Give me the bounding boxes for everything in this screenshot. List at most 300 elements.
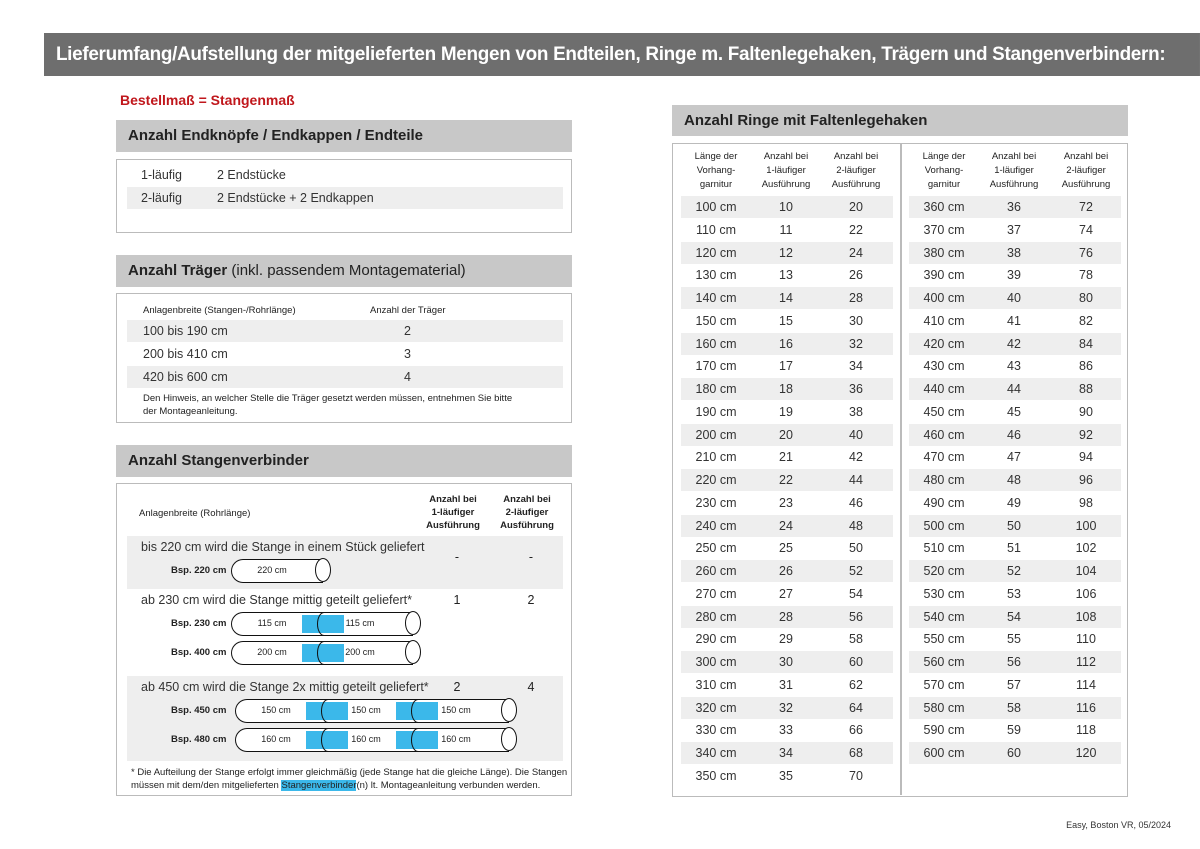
table-row <box>681 674 893 696</box>
count-1: - <box>454 550 460 564</box>
cell: 59 <box>1007 723 1021 738</box>
table-row <box>909 719 1121 741</box>
example-label: Bsp. 480 cm <box>171 734 227 745</box>
segment-length: 115 cm <box>345 618 375 628</box>
cell: 36 <box>1007 200 1021 214</box>
cell: 28 <box>779 609 793 624</box>
pipe-diagram <box>231 641 413 665</box>
cell: 25 <box>779 541 793 556</box>
cell: 52 <box>1007 564 1021 578</box>
endteile-box <box>116 159 572 233</box>
traeger-row <box>127 320 563 342</box>
cell: 33 <box>779 723 793 738</box>
cell: 430 cm <box>923 359 965 374</box>
ringe-heading: Anzahl Ringe mit Faltenlegehaken <box>672 105 1128 136</box>
cell: 30 <box>849 313 863 328</box>
cell: 19 <box>779 404 793 419</box>
pipe-end <box>405 640 421 664</box>
table-row <box>909 264 1121 286</box>
pipe-joint <box>317 612 331 636</box>
header-line: 2-läufiger <box>1066 165 1106 176</box>
col-header: Anzahl der Träger <box>370 305 446 316</box>
table-row <box>909 469 1121 491</box>
cell: 490 cm <box>923 495 965 510</box>
table-row <box>681 719 893 741</box>
cell: 600 cm <box>923 746 965 760</box>
table-row <box>681 333 893 355</box>
group-text: ab 450 cm wird die Stange 2x mittig geteilt geliefert* <box>141 680 429 694</box>
cell: 48 <box>849 518 863 533</box>
table-row <box>681 242 893 264</box>
col-header <box>979 150 1049 192</box>
cell: 39 <box>1007 268 1021 283</box>
segment-length: 115 cm <box>257 618 287 628</box>
verbinder-group <box>127 536 563 589</box>
cell: 480 cm <box>923 473 965 487</box>
cell: 78 <box>1079 268 1093 283</box>
cell: 43 <box>1007 359 1021 374</box>
header-line: 1-läufiger <box>766 165 806 176</box>
segment-length: 150 cm <box>261 705 291 715</box>
table-row <box>909 674 1121 696</box>
cell: 230 cm <box>695 495 737 510</box>
table-row <box>909 355 1121 377</box>
cell: 28 <box>849 291 863 305</box>
cell: 64 <box>849 700 863 715</box>
cell: 510 cm <box>923 541 965 556</box>
header-line: Vorhang- <box>696 165 736 176</box>
cell: 32 <box>779 700 793 715</box>
cell: 84 <box>1079 336 1093 351</box>
table-row <box>909 401 1121 423</box>
cell: 420 cm <box>923 336 965 351</box>
cell: 60 <box>849 655 863 669</box>
header-line: garnitur <box>927 179 961 190</box>
cell: 22 <box>779 473 793 487</box>
cell: 120 <box>1075 746 1097 760</box>
header-line: Ausführung <box>1061 179 1111 190</box>
col-header-2: Anzahl bei 2-läufiger Ausführung <box>500 494 554 531</box>
verbinder-group <box>127 676 563 761</box>
cell: 98 <box>1079 495 1093 510</box>
cell: 300 cm <box>695 655 737 669</box>
pipe-end <box>315 558 331 582</box>
col-header: Anlagenbreite (Stangen-/Rohrlänge) <box>143 305 296 316</box>
cell: 47 <box>1007 450 1021 465</box>
traeger-box <box>116 293 572 423</box>
cell: 30 <box>779 655 793 669</box>
cell: 290 cm <box>695 632 737 647</box>
cell: 106 <box>1075 586 1097 601</box>
cell: 170 cm <box>695 359 737 374</box>
cell: 36 <box>849 382 863 396</box>
pipe-end <box>501 727 517 751</box>
cell: 31 <box>779 677 793 692</box>
cell: 560 cm <box>923 655 965 669</box>
cell: 35 <box>779 768 793 783</box>
cell: 49 <box>1007 495 1021 510</box>
cell: 18 <box>779 382 793 396</box>
cell: 120 cm <box>695 245 737 260</box>
value: 2 Endstücke + 2 Endkappen <box>217 191 374 205</box>
cell: 82 <box>1079 313 1093 328</box>
pipe-diagram <box>231 559 323 583</box>
cell: 450 cm <box>923 404 965 419</box>
table-row <box>909 651 1121 673</box>
cell: 140 cm <box>695 291 737 305</box>
table-row <box>681 515 893 537</box>
cell: 10 <box>779 200 793 214</box>
cell: 590 cm <box>923 723 965 738</box>
table-row <box>909 628 1121 650</box>
table-row <box>909 492 1121 514</box>
cell: 20 <box>849 200 863 214</box>
table-row <box>909 219 1121 241</box>
cell: 112 <box>1076 655 1096 669</box>
count-1: 1 <box>453 593 461 607</box>
segment-length: 200 cm <box>257 647 287 657</box>
pipe-joint <box>411 699 425 723</box>
value: 2 Endstücke <box>217 168 286 182</box>
cell: 540 cm <box>923 609 965 624</box>
cell: 580 cm <box>923 700 965 715</box>
header-line: Ausführung <box>989 179 1039 190</box>
header-line: garnitur <box>699 179 733 190</box>
cell: 118 <box>1076 723 1096 738</box>
cell: 190 cm <box>695 404 737 419</box>
table-row <box>909 196 1121 218</box>
cell: 37 <box>1007 222 1021 237</box>
cell: 26 <box>779 564 793 578</box>
table-row <box>909 242 1121 264</box>
table-row <box>909 537 1121 559</box>
count: 2 <box>404 324 411 338</box>
cell: 40 <box>849 427 863 442</box>
cell: 110 <box>1076 632 1096 647</box>
table-row <box>909 378 1121 400</box>
cell: 250 cm <box>695 541 737 556</box>
cell: 56 <box>1007 655 1021 669</box>
example-label: Bsp. 220 cm <box>171 565 227 576</box>
table-row <box>909 583 1121 605</box>
col-header <box>1051 150 1121 192</box>
table-row <box>681 264 893 286</box>
header-line: Anzahl bei <box>991 151 1037 162</box>
segment-length: 160 cm <box>351 734 381 744</box>
group-text: ab 230 cm wird die Stange mittig geteilt geliefert* <box>141 593 412 607</box>
table-row <box>909 424 1121 446</box>
footnote: * Die Aufteilung der Stange erfolgt immer gleichmäßig (jede Stange hat die gleiche Länge). Die Stangen müssen mit dem/den mitgelieferten Stangenverbinder(n) lt. Montageanleitung verbunden werden. <box>131 767 568 791</box>
cell: 100 cm <box>695 200 737 214</box>
table-row <box>681 628 893 650</box>
cell: 470 cm <box>923 450 965 465</box>
table-row <box>909 310 1121 332</box>
count-2: 4 <box>527 680 535 694</box>
table-row <box>681 560 893 582</box>
col-header: Anlagenbreite (Rohrlänge) <box>139 508 251 519</box>
cell: 530 cm <box>923 586 965 601</box>
table-row <box>681 765 893 787</box>
pipe-joint <box>317 641 331 665</box>
col-header-1: Anzahl bei 1-läufiger Ausführung <box>426 494 480 531</box>
pipe-end <box>501 698 517 722</box>
header-line: Anzahl bei <box>833 151 879 162</box>
cell: 340 cm <box>695 746 737 760</box>
cell: 310 cm <box>695 677 737 692</box>
cell: 200 cm <box>695 427 737 442</box>
cell: 180 cm <box>695 382 737 396</box>
endteile-heading: Anzahl Endknöpfe / Endkappen / Endteile <box>116 120 572 152</box>
table-row <box>909 606 1121 628</box>
table-row <box>681 742 893 764</box>
example-label: Bsp. 400 cm <box>171 647 227 658</box>
cell: 12 <box>779 245 793 260</box>
cell: 50 <box>1007 518 1021 533</box>
pipe-diagram <box>231 612 413 636</box>
cell: 24 <box>849 245 863 260</box>
segment-length: 150 cm <box>441 705 471 715</box>
cell: 48 <box>1007 473 1021 487</box>
table-row <box>909 560 1121 582</box>
cell: 210 cm <box>695 450 737 465</box>
range: 100 bis 190 cm <box>143 324 228 338</box>
cell: 360 cm <box>923 200 965 214</box>
type: 2-läufig <box>141 191 182 205</box>
subtitle: Bestellmaß = Stangenmaß <box>120 92 295 108</box>
table-row <box>909 697 1121 719</box>
pipe-diagram <box>235 728 509 752</box>
cell: 38 <box>1007 245 1021 260</box>
cell: 110 cm <box>695 222 737 237</box>
cell: 88 <box>1079 382 1093 396</box>
cell: 15 <box>779 313 793 328</box>
cell: 260 cm <box>695 564 737 578</box>
col-header <box>681 150 751 192</box>
cell: 320 cm <box>695 700 737 715</box>
table-row <box>909 446 1121 468</box>
cell: 520 cm <box>923 564 965 578</box>
table-row <box>909 287 1121 309</box>
cell: 240 cm <box>695 518 737 533</box>
cell: 50 <box>849 541 863 556</box>
cell: 100 <box>1075 518 1097 533</box>
cell: 58 <box>849 632 863 647</box>
cell: 51 <box>1007 541 1021 556</box>
traeger-row <box>127 366 563 388</box>
cell: 20 <box>779 427 793 442</box>
cell: 60 <box>1007 746 1021 760</box>
cell: 500 cm <box>923 518 965 533</box>
cell: 57 <box>1007 677 1021 692</box>
cell: 102 <box>1075 541 1097 556</box>
table-row <box>681 424 893 446</box>
table-row <box>681 492 893 514</box>
cell: 41 <box>1007 313 1021 328</box>
cell: 11 <box>779 222 793 237</box>
table-row <box>681 469 893 491</box>
cell: 114 <box>1076 677 1096 692</box>
cell: 21 <box>779 450 793 465</box>
cell: 26 <box>849 268 863 283</box>
cell: 17 <box>779 359 793 374</box>
cell: 86 <box>1079 359 1093 374</box>
note: Den Hinweis, an welcher Stelle die Träger gesetzt werden müssen, entnehmen Sie bitte <box>143 393 513 404</box>
cell: 66 <box>849 723 863 738</box>
table-row <box>909 515 1121 537</box>
cell: 550 cm <box>923 632 965 647</box>
range: 420 bis 600 cm <box>143 370 228 384</box>
cell: 53 <box>1007 586 1021 601</box>
footer: Easy, Boston VR, 05/2024 <box>1066 820 1171 830</box>
header-line: Ausführung <box>761 179 811 190</box>
ringe-table <box>672 143 1128 797</box>
cell: 80 <box>1079 291 1093 305</box>
header-line: 2-läufiger <box>836 165 876 176</box>
pipe-joint <box>321 728 335 752</box>
cell: 410 cm <box>923 313 965 328</box>
cell: 52 <box>849 564 863 578</box>
cell: 45 <box>1007 404 1021 419</box>
table-row <box>681 355 893 377</box>
cell: 570 cm <box>923 677 965 692</box>
cell: 390 cm <box>923 268 965 283</box>
cell: 400 cm <box>923 291 965 305</box>
cell: 14 <box>779 291 793 305</box>
cell: 160 cm <box>695 336 737 351</box>
cell: 62 <box>849 677 863 692</box>
cell: 130 cm <box>695 268 737 283</box>
count-1: 2 <box>453 680 461 694</box>
header-line: Anzahl bei <box>763 151 809 162</box>
cell: 42 <box>849 450 863 465</box>
cell: 280 cm <box>695 609 737 624</box>
endteile-row <box>127 187 563 209</box>
pipe-joint <box>411 728 425 752</box>
page-title-bar: Lieferumfang/Aufstellung der mitgelieferten Mengen von Endteilen, Ringe m. Faltenlegehaken, Trägern und Stangenverbindern: <box>44 33 1200 76</box>
cell: 54 <box>849 586 863 601</box>
cell: 330 cm <box>695 723 737 738</box>
cell: 96 <box>1079 473 1093 487</box>
cell: 270 cm <box>695 586 737 601</box>
cell: 58 <box>1007 700 1021 715</box>
cell: 55 <box>1007 632 1021 647</box>
table-row <box>681 583 893 605</box>
cell: 90 <box>1079 404 1093 419</box>
table-row <box>681 310 893 332</box>
heading-note: (inkl. passendem Montagematerial) <box>231 262 466 279</box>
cell: 370 cm <box>923 222 965 237</box>
traeger-row <box>127 343 563 365</box>
cell: 72 <box>1079 200 1093 214</box>
endteile-row <box>127 164 563 186</box>
segment-length: 160 cm <box>261 734 291 744</box>
verbinder-heading: Anzahl Stangenverbinder <box>116 445 572 477</box>
cell: 350 cm <box>695 768 737 783</box>
divider <box>900 144 902 795</box>
count: 3 <box>404 347 411 361</box>
header-line: Ausführung <box>831 179 881 190</box>
cell: 220 cm <box>695 473 737 487</box>
col-header <box>751 150 821 192</box>
table-row <box>681 196 893 218</box>
cell: 24 <box>779 518 793 533</box>
table-row <box>681 697 893 719</box>
example-label: Bsp. 450 cm <box>171 705 227 716</box>
cell: 29 <box>779 632 793 647</box>
segment-length: 150 cm <box>351 705 381 715</box>
cell: 92 <box>1079 427 1093 442</box>
header-line: 1-läufiger <box>994 165 1034 176</box>
cell: 460 cm <box>923 427 965 442</box>
segment-length: 220 cm <box>257 565 287 575</box>
table-row <box>681 401 893 423</box>
cell: 42 <box>1007 336 1021 351</box>
verbinder-box <box>116 483 572 796</box>
group-text: bis 220 cm wird die Stange in einem Stück geliefert <box>141 540 425 554</box>
table-row <box>909 333 1121 355</box>
cell: 440 cm <box>923 382 965 396</box>
table-row <box>909 742 1121 764</box>
cell: 150 cm <box>695 313 737 328</box>
pipe-joint <box>321 699 335 723</box>
cell: 27 <box>779 586 793 601</box>
cell: 108 <box>1075 609 1097 624</box>
cell: 46 <box>1007 427 1021 442</box>
traeger-heading <box>116 255 572 287</box>
example-label: Bsp. 230 cm <box>171 618 227 629</box>
table-row <box>681 537 893 559</box>
cell: 56 <box>849 609 863 624</box>
cell: 68 <box>849 746 863 760</box>
header-line: Länge der <box>694 151 738 162</box>
cell: 104 <box>1075 564 1097 578</box>
cell: 116 <box>1076 700 1096 715</box>
header-line: Länge der <box>922 151 966 162</box>
heading-text: Anzahl Träger <box>128 262 228 279</box>
verbinder-group <box>127 589 563 674</box>
cell: 70 <box>849 768 863 783</box>
segment-length: 200 cm <box>345 647 375 657</box>
cell: 16 <box>779 336 793 351</box>
count: 4 <box>404 370 411 384</box>
cell: 44 <box>1007 382 1021 396</box>
cell: 38 <box>849 404 863 419</box>
cell: 32 <box>849 336 863 351</box>
count-2: - <box>528 550 534 564</box>
cell: 40 <box>1007 291 1021 305</box>
pipe-diagram <box>235 699 509 723</box>
cell: 34 <box>849 359 863 374</box>
header-line: Anzahl bei <box>1063 151 1109 162</box>
cell: 54 <box>1007 609 1021 624</box>
pipe-end <box>405 611 421 635</box>
cell: 76 <box>1079 245 1093 260</box>
cell: 44 <box>849 473 863 487</box>
type: 1-läufig <box>141 168 182 182</box>
table-row <box>681 651 893 673</box>
range: 200 bis 410 cm <box>143 347 228 361</box>
cell: 34 <box>779 746 793 760</box>
cell: 380 cm <box>923 245 965 260</box>
cell: 22 <box>849 222 863 237</box>
table-row <box>681 219 893 241</box>
col-header <box>821 150 891 192</box>
col-header <box>909 150 979 192</box>
cell: 23 <box>779 495 793 510</box>
header-line: Vorhang- <box>924 165 964 176</box>
note: der Montageanleitung. <box>143 406 238 417</box>
table-row <box>681 287 893 309</box>
